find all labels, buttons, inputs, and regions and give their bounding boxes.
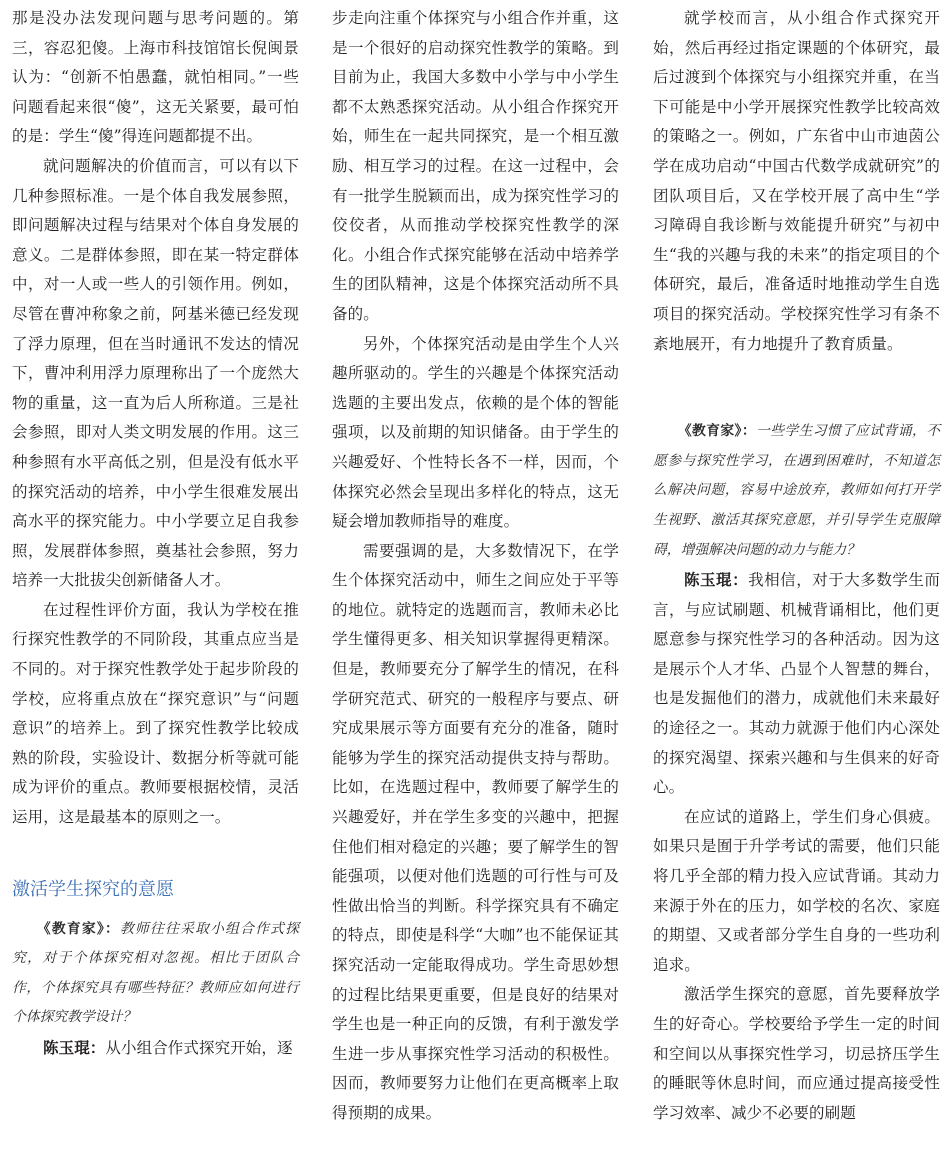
interviewee-label: 陈玉琨： [43, 1038, 106, 1057]
column-right [653, 4, 940, 1128]
interviewee-answer [12, 1033, 299, 1064]
paragraph: 步走向注重个体探究与小组合作并重，这是一个很好的启动探究性教学的策略。到目前为止，我国大多数中小学与中小学生都不太熟悉探究活动。从小组合作探究开始，师生在一起共同探究，是一个相互激励、相互学习的过程。在这一过程中，会有一批学生脱颖而出，成为探究性学习的佼佼者，从而推动学校探究性教学的深化。小组合作式探究能够在活动中培养学生的团队精神，这是个体探究活动所不具备的。 [332, 9, 619, 323]
interviewee-answer [653, 565, 940, 803]
interviewer-label: 《教育家》： [36, 920, 121, 937]
interviewer-question [12, 915, 299, 1033]
answer-text: 从小组合作式探究开始，逐 [105, 1039, 293, 1057]
spacer [12, 833, 299, 861]
paragraph: 在应试的道路上，学生们身心俱疲。如果只是囿于升学考试的需要，他们只能将几乎全部的精力投入应试背诵。其动力来源于外在的压力，如学校的名次、家庭的期望、又或者部分学生自身的一些功利追求。 [653, 807, 940, 974]
interviewee-label: 陈玉琨： [684, 570, 749, 590]
paragraph: 需要强调的是，大多数情况下，在学生个体探究活动中，师生之间应处于平等的地位。就特定的选题而言，教师未必比学生懂得更多、相关知识掌握得更精深。但是，教师要充分了解学生的情况，在科学研究范式、研究的一般程序与要点、研究成果展示等方面要有充分的准备，随时能够为学生的探究活动提供支持与帮助。比如，在选题过程中，教师要了解学生的兴趣爱好，并在学生多变的兴趣中，把握住他们相对稳定的兴趣；要了解学生的智能强项，以便对他们选题的可行性与可及性做出恰当的判断。科学探究具有不确定的特点，即使是科学“大咖”也不能保证其探究活动一定能取得成功。学生奇思妙想的过程比结果更重要，但是良好的结果对学生也是一种正向的反馈，有利于激发学生进一步从事探究性学习活动的积极性。因而，教师要努力让他们在更高概率上取得预期的成果。 [332, 541, 619, 1122]
column-left [12, 4, 299, 1064]
question-text: 教师往往采取小组合作式探究，对于个体探究相对忽视。相比于团队合作，个体探究具有哪些特征？教师应如何进行个体探究教学设计？ [12, 920, 299, 1026]
paragraph: 另外，个体探究活动是由学生个人兴趣所驱动的。学生的兴趣是个体探究活动选题的主要出发点，依赖的是个体的智能强项，以及前期的知识储备。由于学生的兴趣爱好、个性特长各不一样，因而，个体探究必然会呈现出多样化的特点，这无疑会增加教师指导的难度。 [332, 334, 619, 531]
answer-text: 我相信，对于大多数学生而言，与应试刷题、机械背诵相比，他们更愿意参与探究性学习的各种活动。因为这是展示个人才华、凸显个人智慧的舞台，也是发掘他们的潜力，成就他们未来最好的途径之一。其动力就源于他们内心深处的探究渴望、探索兴趣和与生俱来的好奇心。 [653, 571, 940, 797]
question-text: 一些学生习惯了应试背诵，不愿参与探究性学习，在遇到困难时，不知道怎么解决问题，容易中途放弃，教师如何打开学生视野、激活其探究意愿，并引导学生克服障碍，增强解决问题的动力与能力？ [653, 423, 941, 558]
paragraph: 就学校而言，从小组合作式探究开始，然后再经过指定课题的个体研究，最后过渡到个体探究与小组探究并重，在当下可能是中小学开展探究性教学比较高效的策略之一。例如，广东省中山市迪茵公学在成功启动“中国古代数学成就研究”的团队项目后，又在学校开展了高中生“学习障碍自我诊断与效能提升研究”与初中生“我的兴趣与我的未来”的指定项目的个体研究，最后，准备适时地推动学生自选项目的探究活动。学校探究性学习有条不紊地展开，有力地提升了教育质量。 [653, 9, 940, 353]
interviewer-label: 《教育家》： [677, 423, 757, 440]
spacer [653, 359, 940, 417]
paragraph: 在过程性评价方面，我认为学校在推行探究性教学的不同阶段，其重点应当是不同的。对于探究性教学处于起步阶段的学校，应将重点放在“探究意识”与“问题意识”的培养上。到了探究性教学比较成熟的阶段，实验设计、数据分析等就可能成为评价的重点。教师要根据校情，灵活运用，这是最基本的原则之一。 [12, 600, 299, 827]
interviewer-question [653, 417, 940, 565]
column-middle [332, 4, 619, 1129]
section-heading: 激活学生探究的意愿 [12, 878, 174, 900]
paragraph: 就问题解决的价值而言，可以有以下几种参照标准。一是个体自我发展参照，即问题解决过程与结果对个体自身发展的意义。二是群体参照，即在某一特定群体中，对一人或一些人的引领作用。例如，尽管在曹冲称象之前，阿基米德已经发现了浮力原理，但在当时通讯不发达的情况下，曹冲利用浮力原理称出了一个庞然大物的重量，这一直为后人所称道。三是社会参照，即对人类文明发展的作用。这三种参照有水平高低之别，但是没有低水平的探究活动的培养，中小学生很难发展出高水平的探究能力。中小学要立足自我参照，发展群体参照，奠基社会参照，努力培养一大批拔尖创新储备人才。 [12, 156, 299, 590]
paragraph: 激活学生探究的意愿，首先要释放学生的好奇心。学校要给予学生一定的时间和空间以从事探究性学习，切忌挤压学生的睡眠等休息时间，而应通过提高接受性学习效率、减少不必要的刷题 [653, 985, 940, 1122]
paragraph: 那是没办法发现问题与思考问题的。第三，容忍犯傻。上海市科技馆馆长倪闽景认为：“创新不怕愚蠢，就怕相同。”一些问题看起来很“傻”，这无关紧要，最可怕的是：学生“傻”得连问题都提不出。 [12, 9, 299, 146]
